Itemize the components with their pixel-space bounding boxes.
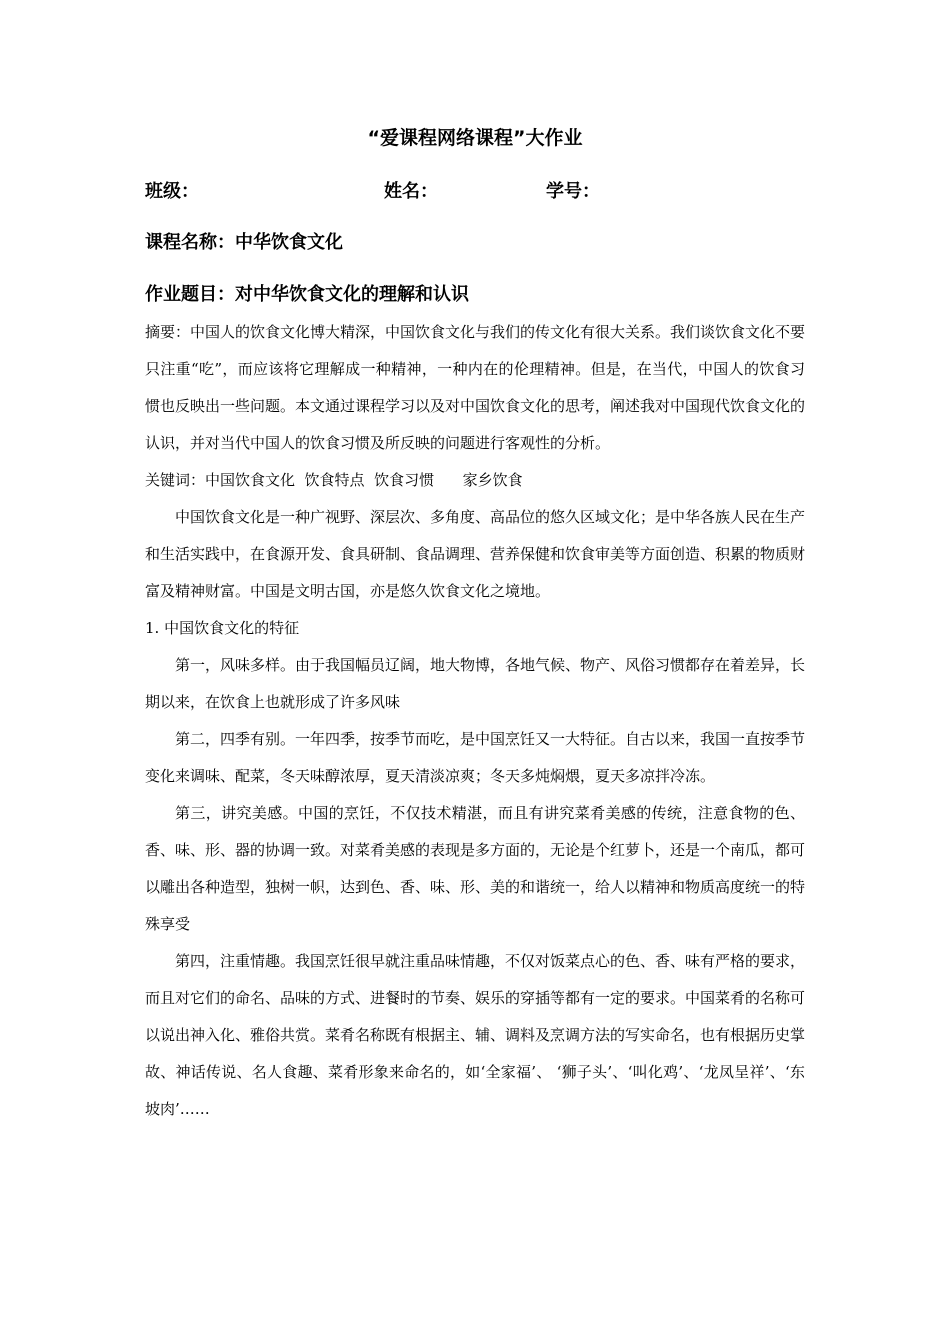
feature-paragraph-2: 第二，四季有别。一年四季，按季节而吃，是中国烹饪又一大特征。自古以来，我国一直按季节变化来调味、配菜，冬天味醇浓厚，夏天清淡凉爽；冬天多炖焖煨，夏天多凉拌冷冻。 <box>145 730 806 785</box>
course-name: 课程名称：中华饮食文化 <box>145 232 343 253</box>
class-label: 班级： <box>145 181 199 202</box>
feature-paragraph-3: 第三，讲究美感。中国的烹饪，不仅技术精湛，而且有讲究菜肴美感的传统，注意食物的色、香、味、形、器的协调一致。对菜肴美感的表现是多方面的，无论是个红萝卜，还是一个南瓜，都可以雕出各种造型，独树一帜，达到色、香、味、形、美的和谐统一，给人以精神和物质高度统一的特殊享受 <box>145 804 806 933</box>
intro-paragraph: 中国饮食文化是一种广视野、深层次、多角度、高品位的悠久区域文化；是中华各族人民在生产和生活实践中，在食源开发、食具研制、食品调理、营养保健和饮食审美等方面创造、积累的物质财富及精神财富。中国是文明古国，亦是悠久饮食文化之境地。 <box>145 508 806 600</box>
document-body <box>145 314 805 1128</box>
student-info-row <box>145 178 805 206</box>
keywords-line: 关键词：中国饮食文化 饮食特点 饮食习惯 家乡饮食 <box>145 471 523 489</box>
feature-paragraph-1: 第一，风味多样。由于我国幅员辽阔，地大物博，各地气候、物产、风俗习惯都存在着差异，长期以来，在饮食上也就形成了许多风味 <box>145 656 806 711</box>
feature-paragraph-4: 第四，注重情趣。我国烹饪很早就注重品味情趣，不仅对饭菜点心的色、香、味有严格的要求，而且对它们的命名、品味的方式、进餐时的节奏、娱乐的穿插等都有一定的要求。中国菜肴的名称可以说出神入化、雅俗共赏。菜肴名称既有根据主、辅、调料及烹调方法的写实命名，也有根据历史掌故、神话传说、名人食趣、菜肴形象来命名的，如‘全家福’、 ‘狮子头’、‘叫化鸡’、‘龙凤呈祥’、‘东坡肉’…… <box>145 952 806 1118</box>
name-label: 姓名： <box>384 181 438 202</box>
section-heading: 1. 中国饮食文化的特征 <box>145 619 300 637</box>
assignment-topic: 作业题目：对中华饮食文化的理解和认识 <box>145 284 469 305</box>
document-title: “爱课程网络课程”大作业 <box>367 127 583 149</box>
student-id-label: 学号： <box>546 181 600 202</box>
abstract-paragraph: 摘要：中国人的饮食文化博大精深，中国饮食文化与我们的传文化有很大关系。我们谈饮食文化不要只注重“吃”，而应该将它理解成一种精神，一种内在的伦理精神。但是，在当代，中国人的饮食习惯也反映出一些问题。本文通过课程学习以及对中国饮食文化的思考，阐述我对中国现代饮食文化的认识，并对当代中国人的饮食习惯及所反映的问题进行客观性的分析。 <box>145 323 806 452</box>
